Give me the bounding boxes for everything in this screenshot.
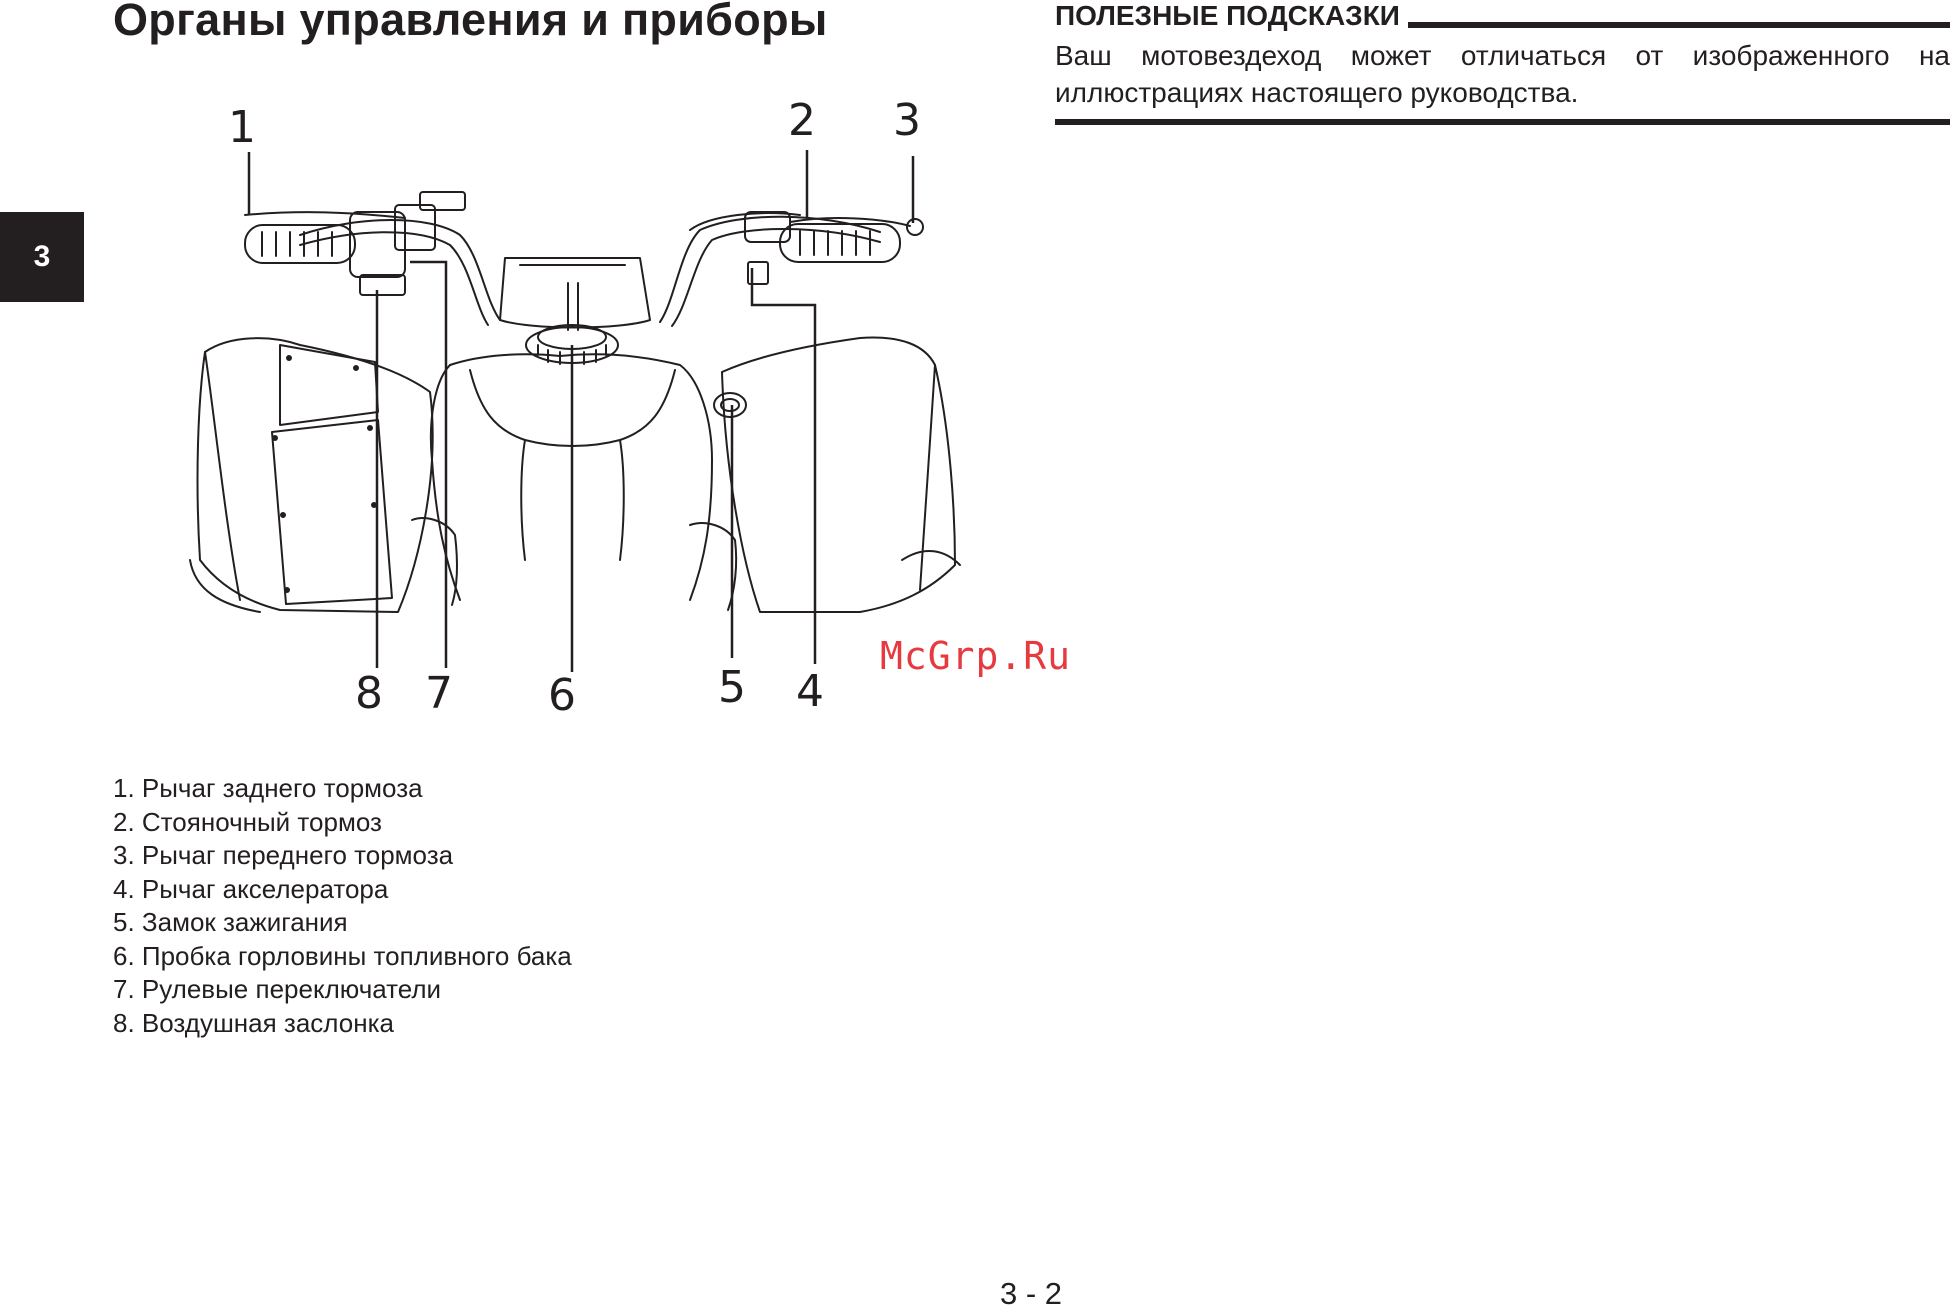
tips-heading: ПОЛЕЗНЫЕ ПОДСКАЗКИ bbox=[1055, 0, 1400, 31]
legend-item: 8. Воздушная заслонка bbox=[113, 1007, 394, 1038]
callout-4: 4 bbox=[796, 666, 824, 717]
callout-2: 2 bbox=[788, 95, 816, 146]
legend-item: 7. Рулевые переключатели bbox=[113, 974, 442, 1004]
legend-item: 3. Рычаг переднего тормоза bbox=[113, 840, 454, 870]
section-tab: 3 bbox=[0, 212, 84, 302]
legend-list bbox=[113, 772, 572, 1040]
atv-drawing bbox=[190, 192, 960, 612]
page-number: 3 - 2 bbox=[1000, 1276, 1063, 1311]
callout-5: 5 bbox=[718, 662, 746, 713]
legend-item: 5. Замок зажигания bbox=[113, 907, 348, 937]
legend-item: 6. Пробка горловины топливного бака bbox=[113, 940, 572, 971]
callout-7: 7 bbox=[425, 668, 453, 719]
callout-3: 3 bbox=[893, 95, 921, 146]
tips-text: Ваш мотовездеход может отличаться от изображенного на иллюстрациях настоящего руководства. bbox=[1055, 40, 1950, 108]
legend-item: 4. Рычаг акселератора bbox=[113, 873, 389, 904]
legend-item: 1. Рычаг заднего тормоза bbox=[113, 773, 423, 803]
callout-6: 6 bbox=[548, 670, 576, 721]
watermark: McGrp.Ru bbox=[880, 634, 1072, 678]
callout-8: 8 bbox=[355, 668, 383, 719]
page-title: Органы управления и приборы bbox=[113, 0, 828, 45]
callout-1: 1 bbox=[228, 102, 256, 153]
legend-item: 2. Стояночный тормоз bbox=[113, 806, 382, 837]
